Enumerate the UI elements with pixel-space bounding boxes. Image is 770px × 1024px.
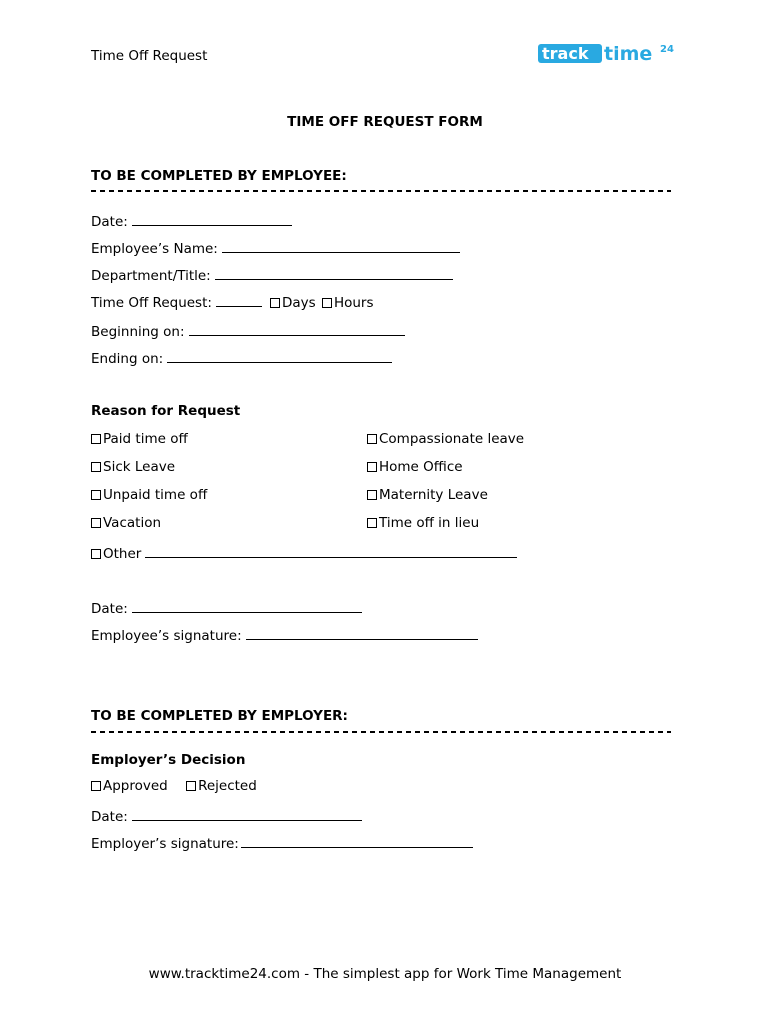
rejected-label: Rejected	[198, 778, 257, 794]
reason-checkbox[interactable]	[367, 490, 377, 500]
reason-other	[91, 544, 517, 562]
reason-option	[91, 487, 207, 503]
reason-option	[367, 431, 524, 447]
employer-date-line[interactable]	[132, 807, 362, 821]
employer-signature	[91, 834, 473, 852]
employer-signature-label: Employer’s signature:	[91, 836, 239, 852]
time-off-amount-line[interactable]	[216, 293, 262, 307]
reason-label: Unpaid time off	[103, 487, 208, 503]
reason-label: Paid time off	[103, 431, 188, 447]
beginning-label: Beginning on:	[91, 324, 185, 340]
rejected-checkbox[interactable]	[186, 781, 196, 791]
hours-checkbox[interactable]	[322, 298, 332, 308]
logo-sup: 24	[660, 44, 674, 55]
footer-text: www.tracktime24.com - The simplest app for Work Time Management	[148, 966, 622, 982]
reason-checkbox[interactable]	[367, 462, 377, 472]
reason-label: Time off in lieu	[379, 515, 480, 531]
reason-option	[91, 431, 188, 447]
employee-signature	[91, 626, 478, 644]
other-line[interactable]	[145, 544, 517, 558]
reason-option	[367, 515, 479, 531]
employee-name-line[interactable]	[222, 239, 460, 253]
department-label: Department/Title:	[91, 268, 211, 284]
dashed-divider	[91, 190, 671, 192]
reason-checkbox[interactable]	[91, 518, 101, 528]
employee-date-line[interactable]	[132, 599, 362, 613]
dashed-divider	[91, 731, 671, 733]
field-ending	[91, 349, 392, 367]
department-line[interactable]	[215, 266, 453, 280]
decision-options	[91, 778, 257, 794]
logo-text-a: track	[542, 44, 589, 63]
employer-section-heading: TO BE COMPLETED BY EMPLOYER:	[91, 708, 348, 724]
ending-label: Ending on:	[91, 351, 164, 367]
field-date-label: Date:	[91, 214, 128, 230]
reason-checkbox[interactable]	[91, 462, 101, 472]
field-beginning	[91, 322, 405, 340]
approved-label: Approved	[103, 778, 168, 794]
logo-text-b: time	[604, 43, 653, 65]
field-employee-name	[91, 239, 460, 257]
tracktime24-logo	[538, 40, 678, 66]
ending-line[interactable]	[167, 349, 392, 363]
reason-label: Home Office	[379, 459, 463, 475]
header-doc-label: Time Off Request	[91, 48, 208, 64]
other-label: Other	[103, 546, 142, 562]
reason-option	[91, 515, 161, 531]
reason-checkbox[interactable]	[367, 518, 377, 528]
reason-option	[367, 487, 488, 503]
employer-date	[91, 807, 362, 825]
form-title: TIME OFF REQUEST FORM	[287, 114, 483, 130]
reason-option	[91, 459, 175, 475]
reason-checkbox[interactable]	[91, 490, 101, 500]
reason-heading: Reason for Request	[91, 403, 241, 419]
date-line[interactable]	[132, 212, 292, 226]
reason-label: Compassionate leave	[379, 431, 525, 447]
reason-label: Vacation	[103, 515, 162, 531]
employee-section-heading: TO BE COMPLETED BY EMPLOYEE:	[91, 168, 347, 184]
field-time-off	[91, 293, 374, 311]
field-date	[91, 212, 292, 230]
reason-label: Maternity Leave	[379, 487, 488, 503]
time-off-label: Time Off Request:	[91, 295, 212, 311]
employer-date-label: Date:	[91, 809, 128, 825]
employer-signature-line[interactable]	[241, 834, 473, 848]
employee-date	[91, 599, 362, 617]
employee-signature-line[interactable]	[246, 626, 478, 640]
reason-option	[367, 459, 463, 475]
days-checkbox[interactable]	[270, 298, 280, 308]
employee-date-label: Date:	[91, 601, 128, 617]
reason-checkbox[interactable]	[367, 434, 377, 444]
decision-heading: Employer’s Decision	[91, 752, 246, 768]
employee-name-label: Employee’s Name:	[91, 241, 218, 257]
reason-label: Sick Leave	[103, 459, 176, 475]
employee-signature-label: Employee’s signature:	[91, 628, 242, 644]
approved-checkbox[interactable]	[91, 781, 101, 791]
field-department	[91, 266, 453, 284]
days-label: Days	[281, 295, 316, 311]
beginning-line[interactable]	[189, 322, 405, 336]
other-checkbox[interactable]	[91, 549, 101, 559]
reason-checkbox[interactable]	[91, 434, 101, 444]
hours-label: Hours	[333, 295, 374, 311]
